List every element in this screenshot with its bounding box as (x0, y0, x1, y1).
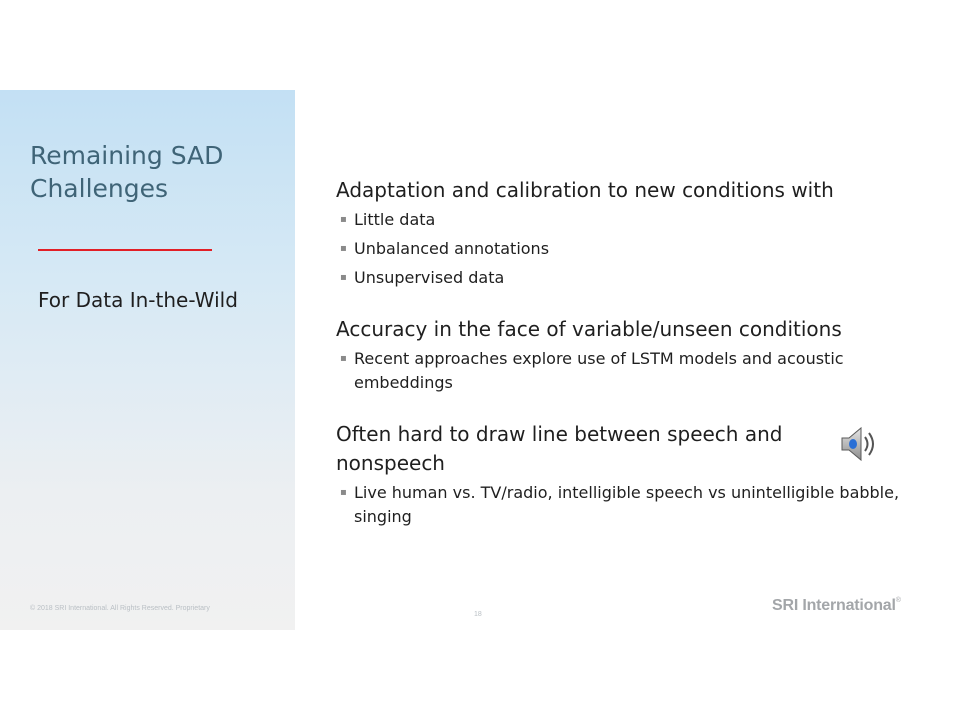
section-heading: Adaptation and calibration to new conditions with (336, 178, 834, 202)
sri-logo (772, 597, 901, 615)
bullet-text: Live human vs. TV/radio, intelligible speech vs unintelligible babble, singing (354, 483, 900, 526)
page-number: 18 (474, 611, 482, 618)
brand-name: SRI International (772, 597, 896, 614)
section-accuracy (336, 315, 906, 395)
slide-subtitle: For Data In-the-Wild (38, 288, 238, 312)
bullet-item (336, 237, 906, 261)
content-area (336, 176, 906, 554)
bullet-marker-icon: ▪ (340, 272, 347, 283)
section-heading: Accuracy in the face of variable/unseen conditions (336, 317, 842, 341)
bullet-marker-icon: ▪ (340, 243, 347, 254)
section-speech-nonspeech (336, 420, 906, 529)
footer-copyright: © 2018 SRI International. All Rights Reserved. Proprietary (30, 605, 210, 612)
section-adaptation (336, 176, 906, 290)
bullet-marker-icon: ▪ (340, 487, 347, 498)
bullet-marker-icon: ▪ (340, 353, 347, 364)
bullet-item (336, 208, 906, 232)
section-heading: Often hard to draw line between speech and nonspeech (336, 422, 783, 475)
bullet-text: Recent approaches explore use of LSTM models and acoustic embeddings (354, 349, 844, 392)
bullet-marker-icon: ▪ (340, 214, 347, 225)
speaker-audio-icon[interactable] (836, 422, 880, 466)
bullet-item (336, 347, 906, 395)
registered-mark: ® (895, 597, 901, 604)
bullet-item (336, 266, 906, 290)
bullet-list (336, 347, 906, 395)
title-divider (38, 249, 212, 251)
slide-title: Remaining SAD Challenges (30, 141, 224, 203)
bullet-text: Little data (354, 210, 436, 229)
bullet-list (336, 208, 906, 290)
bullet-text: Unsupervised data (354, 268, 505, 287)
bullet-item (336, 481, 906, 529)
bullet-text: Unbalanced annotations (354, 239, 550, 258)
bullet-list (336, 481, 906, 529)
